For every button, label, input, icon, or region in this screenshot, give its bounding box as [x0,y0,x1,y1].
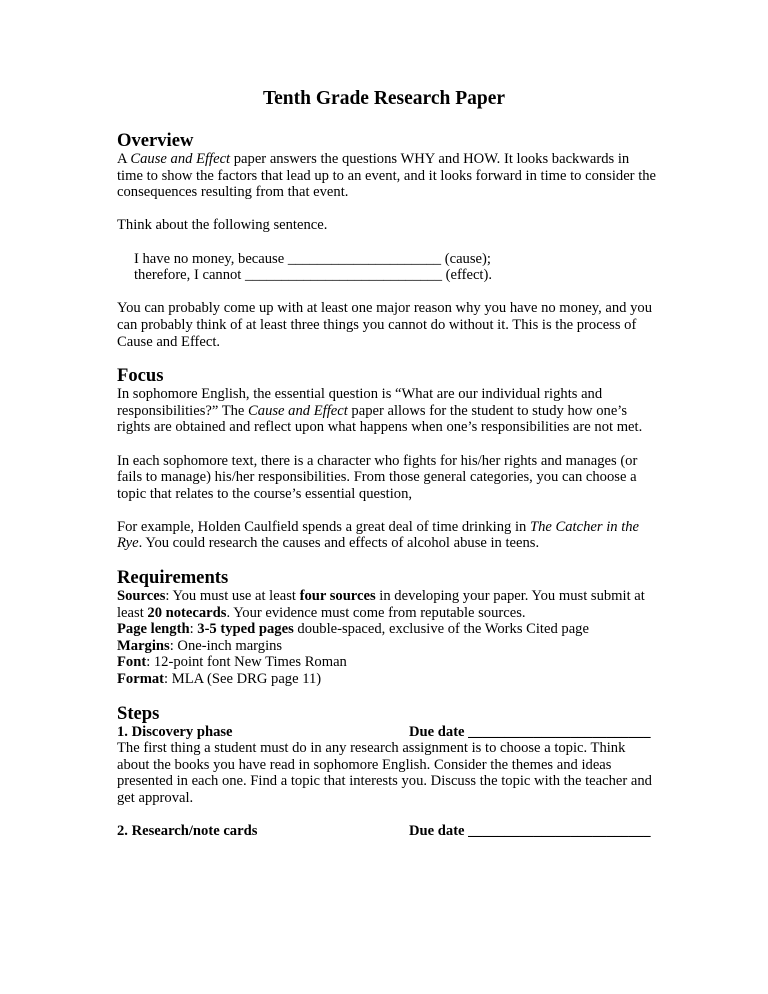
focus-paragraph-2: In each sophomore text, there is a character who fights for his/her rights and manages (or fails to manage) his/her responsibilities. From those general categories, you can choose a topic that relates to the course’s essential question, [117,452,638,502]
overview-paragraph-3: You can probably come up with at least one major reason why you have no money, and you can probably think of at least three things you cannot do without it. This is the process of Cause and Effect. [117,300,652,350]
requirement-format: Format: MLA (See DRG page 11) [117,671,322,688]
step-1-header [117,724,657,741]
requirements-heading: Requirements [117,567,229,589]
focus-paragraph-3: For example, Holden Caulfield spends a great deal of time drinking in The Catcher in the Rye. You could research the causes and effects of alcohol abuse in teens. [117,518,640,552]
book-title: The Catcher in the Rye [117,518,640,552]
step-1-description: The first thing a student must do in any research assignment is to choose a topic. Think about the books you have read in sophomore English. Consider the themes and ideas presented in each one. Find a topic that interests you. Discuss the topic with the teacher and get approval. [117,740,652,806]
requirement-page-length: Page length: 3-5 typed pages double-spaced, exclusive of the Works Cited page [117,621,589,638]
example-sentence-line-1: I have no money, because _____________________ (cause); [134,250,491,267]
steps-section [117,703,657,840]
requirement-font: Font: 12-point font New Times Roman [117,654,347,671]
step-1-due-date: Due date _________________________ [409,723,651,740]
step-1-label: 1. Discovery phase [117,723,233,740]
cause-effect-title: Cause and Effect [248,402,348,419]
requirements-section [117,567,657,688]
requirement-margins: Margins: One-inch margins [117,637,283,654]
example-sentence-line-2: therefore, I cannot ___________________________ (effect). [134,267,492,284]
requirement-sources: Sources: You must use at least four sources in developing your paper. You must submit at least 20 notecards. Your evidence must come from reputable sources. [117,588,645,621]
step-2-due-date: Due date _________________________ [409,823,651,840]
step-2-header [117,823,657,840]
focus-paragraph-1: In sophomore English, the essential question is “What are our individual rights and responsibilities?” The Cause and Effect paper allows for the student to study how one’s rights are obtained and reflect upon what happens when one’s responsibilities are not met. [117,386,643,436]
document-body [117,130,657,840]
steps-heading: Steps [117,702,160,724]
overview-section [117,130,657,350]
overview-heading: Overview [117,130,194,151]
overview-paragraph-1: A Cause and Effect paper answers the questions WHY and HOW. It looks backwards in time to show the factors that lead up to an event, and it looks forward in time to consider the consequences resulting from that event. [117,151,657,201]
document-title: Tenth Grade Research Paper [262,88,506,109]
focus-heading: Focus [117,365,164,387]
cause-effect-title: Cause and Effect [130,151,231,167]
overview-paragraph-2: Think about the following sentence. [117,217,328,234]
step-2-label: 2. Research/note cards [117,823,258,840]
focus-section [117,365,657,552]
